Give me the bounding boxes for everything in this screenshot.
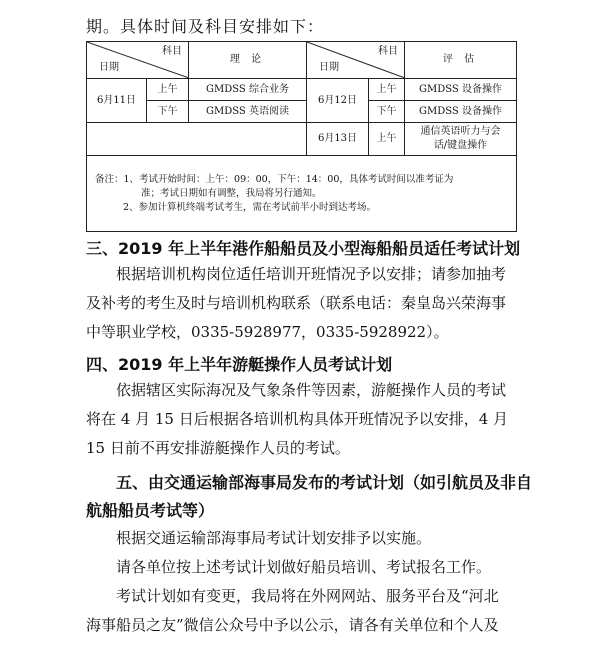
session-am: 上午 — [147, 79, 189, 101]
session-pm: 下午 — [147, 101, 189, 123]
table-note — [87, 156, 517, 232]
eval-613-line2: 话/键盘操作 — [433, 140, 488, 151]
date-cell-613: 6月13日 — [307, 123, 369, 156]
sec3-line-3: 中等职业学校，0335-5928977，0335-5928922）。 — [86, 323, 449, 341]
date-cell-612: 6月12日 — [307, 79, 369, 123]
empty-cell — [87, 123, 307, 156]
theory-pm: GMDSS 英语阅读 — [189, 101, 307, 123]
header-subject-2: 科目 — [378, 46, 398, 57]
theory-am: GMDSS 综合业务 — [189, 79, 307, 101]
header-eval: 评 估 — [405, 42, 517, 79]
eval-612-pm: GMDSS 设备操作 — [405, 101, 517, 123]
header-date: 日期 — [99, 62, 119, 73]
note-line-2: 准；考试日期如有调整，我局将另行通知。 — [141, 187, 322, 199]
sec4-line-1: 依据辖区实际海况及气象条件等因素，游艇操作人员的考试 — [116, 381, 507, 399]
header-theory: 理 论 — [189, 42, 307, 79]
sec4-line-3: 15 日前不再安排游艇操作人员的考试。 — [86, 439, 350, 457]
sec3-line-1: 根据培训机构岗位适任培训开班情况予以安排；请参加抽考 — [116, 265, 507, 283]
section-3-heading: 三、2019 年上半年港作船船员及小型海船船员适任考试计划 — [86, 239, 521, 258]
sec4-line-2: 将在 4 月 15 日后根据各培训机构具体开班情况予以安排，4 月 — [86, 410, 509, 428]
diag-header-left — [87, 42, 189, 79]
header-subject: 科目 — [162, 46, 182, 57]
diag-header-right — [307, 42, 405, 79]
note-line-1: 备注：1、考试开始时间：上午：09：00，下午：14：00，具体考试时间以准考证为 — [95, 173, 454, 185]
session-am-2: 上午 — [369, 79, 405, 101]
section-5-heading-2: 航船船员考试等） — [86, 501, 215, 520]
session-pm-2: 下午 — [369, 101, 405, 123]
eval-613-am — [405, 123, 517, 156]
section-3-body — [86, 260, 516, 347]
eval-612-am: GMDSS 设备操作 — [405, 79, 517, 101]
intro-line: 期。具体时间及科目安排如下： — [86, 17, 325, 36]
section-5-heading-1: 五、由交通运输部海事局发布的考试计划（如引航员及非自 — [116, 473, 533, 492]
sec5-line-1: 根据交通运输部海事局考试计划安排予以实施。 — [116, 529, 432, 547]
header-date-2: 日期 — [319, 62, 339, 73]
date-cell-611: 6月11日 — [87, 79, 147, 123]
sec3-line-2: 及补考的考生及时与培训机构联系（联系电话：秦皇岛兴荣海事 — [86, 294, 507, 312]
sec5-line-2: 请各单位按上述考试计划做好船员培训、考试报名工作。 — [116, 558, 492, 576]
section-5-body — [86, 524, 516, 640]
sec5-line-4: 海事船员之友”微信公众号中予以公示，请各有关单位和个人及 — [86, 616, 499, 634]
section-4-body — [86, 376, 516, 463]
exam-schedule-table — [86, 41, 517, 232]
note-line-3: 2、参加计算机终端考试考生，需在考试前半小时到达考场。 — [123, 201, 377, 213]
session-am-3: 上午 — [369, 123, 405, 156]
eval-613-line1: 通信英语听力与会 — [420, 126, 501, 137]
sec5-line-3: 考试计划如有变更，我局将在外网网站、服务平台及“河北 — [116, 587, 499, 605]
section-4-heading: 四、2019 年上半年游艇操作人员考试计划 — [86, 355, 393, 374]
